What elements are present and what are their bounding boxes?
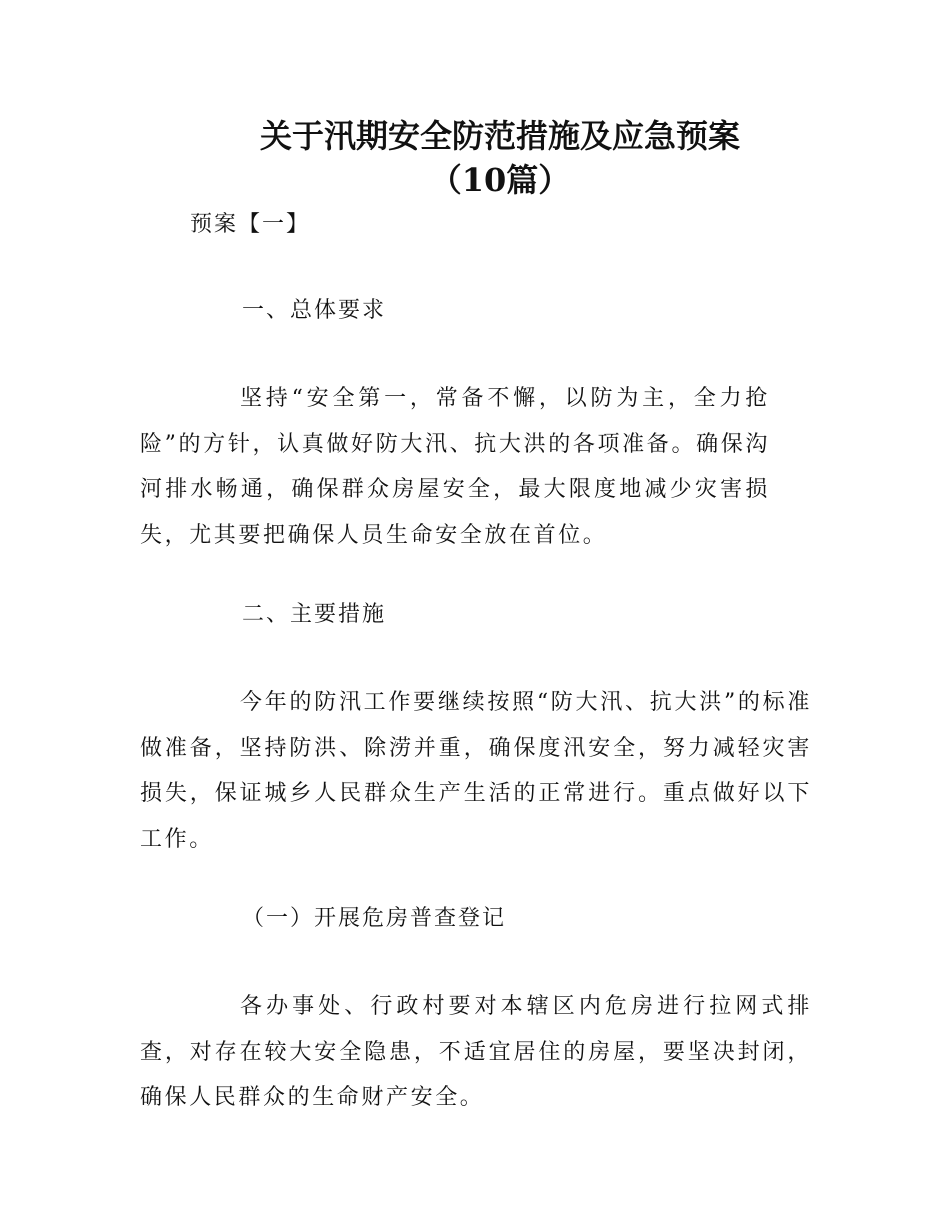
section-heading: （一）开展危房普查登记 xyxy=(242,906,507,931)
section-heading: 一、总体要求 xyxy=(242,298,387,323)
section-heading: 二、主要措施 xyxy=(242,602,387,627)
document-title-line-1: 关于汛期安全防范措施及应急预案 xyxy=(259,117,740,155)
document-title-line-2: （10篇） xyxy=(429,161,571,199)
section-paragraph: 今年的防汛工作要继续按照“防大汛、抗大洪”的标准做准备，坚持防洪、除涝并重，确保度汛安全，努力减轻灾害损失，保证城乡人民群众生产生活的正常进行。重点做好以下工作。 xyxy=(140,690,812,852)
plan-label: 预案【一】 xyxy=(190,212,311,237)
section-paragraph: 坚持“安全第一，常备不懈，以防为主，全力抢险”的方针，认真做好防大汛、抗大洪的各项准备。确保沟河排水畅通，确保群众房屋安全，最大限度地减少灾害损失，尤其要把确保人员生命安全放在首位。 xyxy=(140,386,770,548)
section-paragraph: 各办事处、行政村要对本辖区内危房进行拉网式排查，对存在较大安全隐患，不适宜居住的房屋，要坚决封闭，确保人民群众的生命财产安全。 xyxy=(140,994,812,1110)
